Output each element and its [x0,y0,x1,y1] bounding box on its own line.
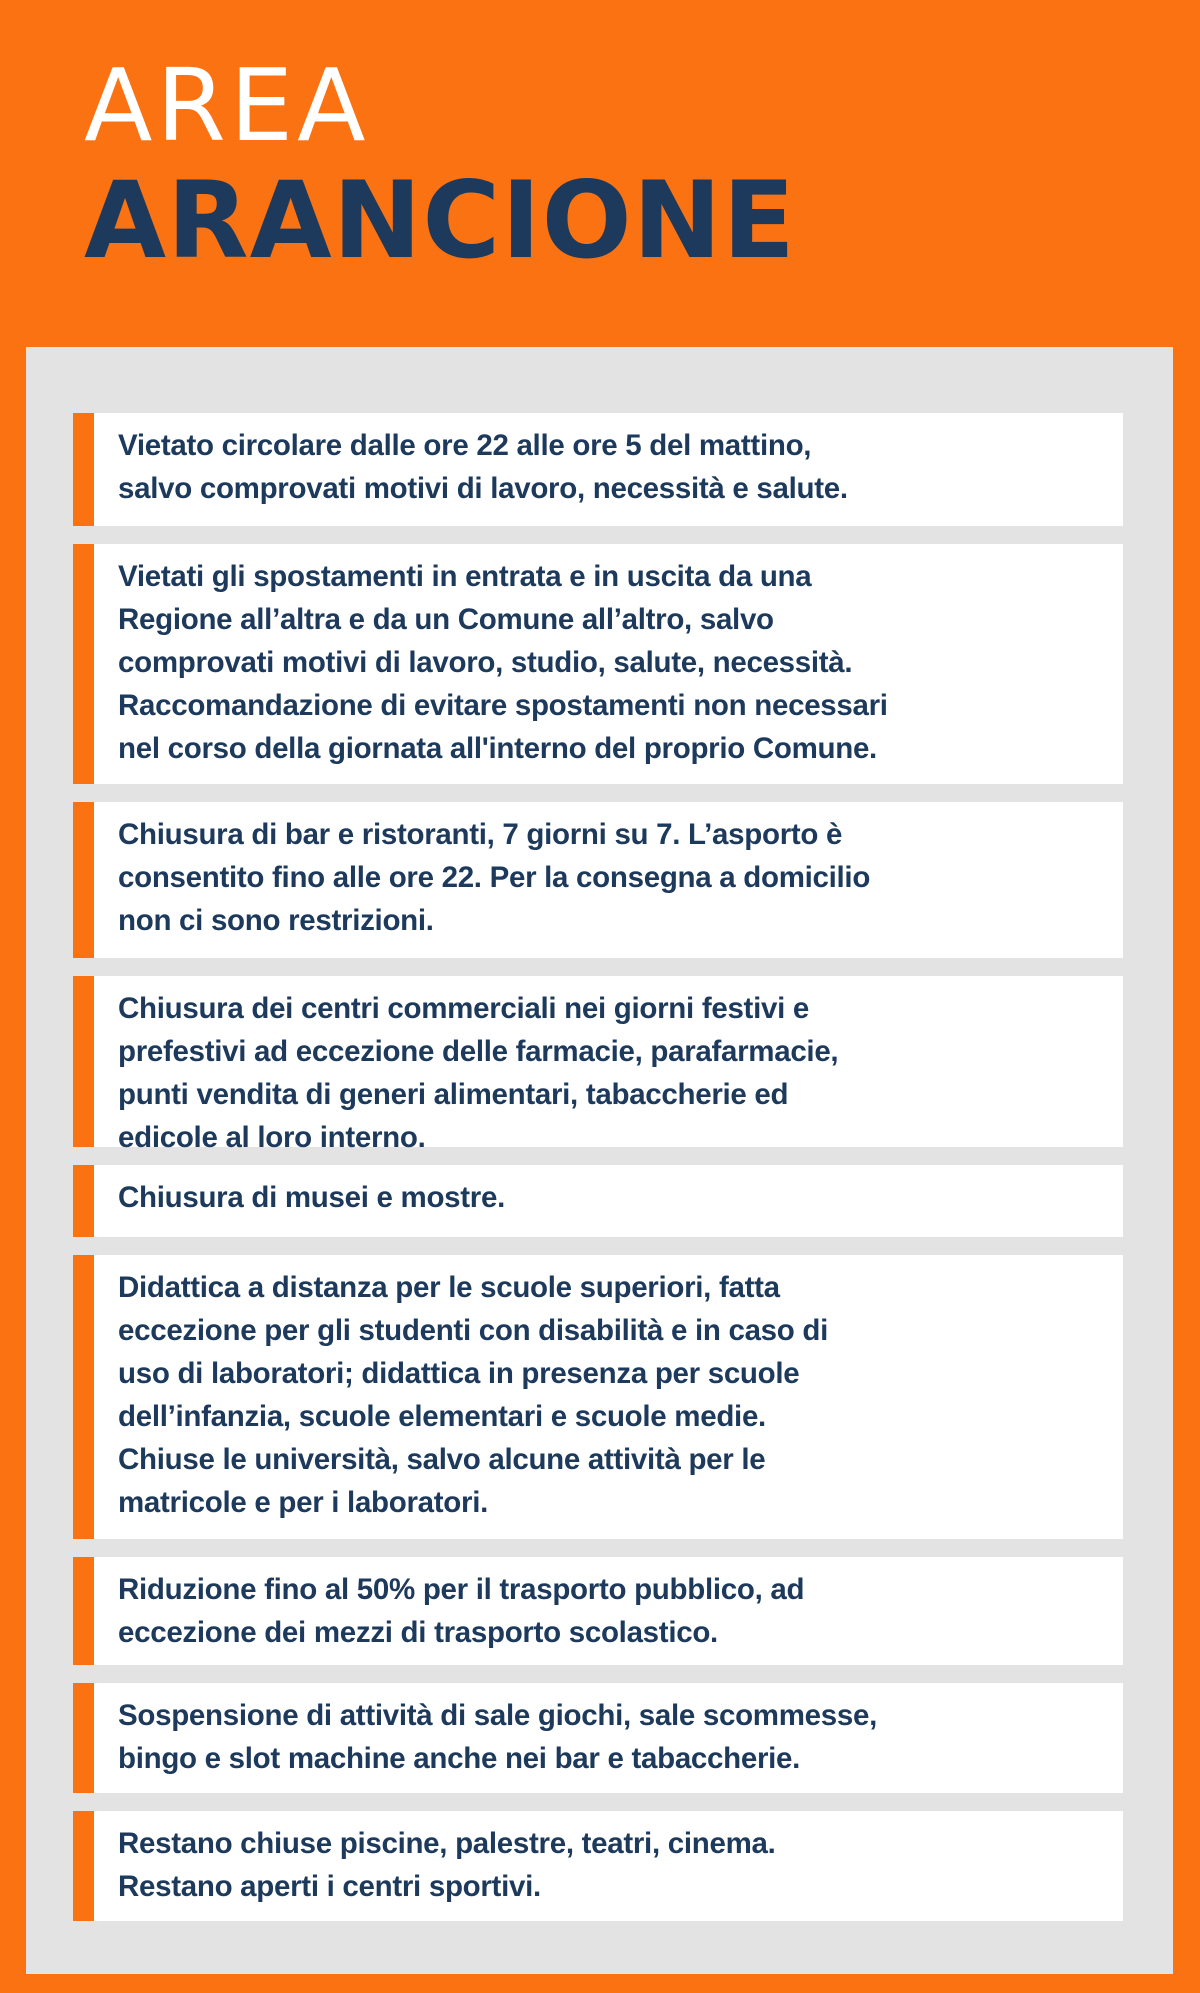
rule-card-bars-restaurants: Chiusura di bar e ristoranti, 7 giorni su 7. L’asporto è consentito fino alle ore 22. Per la consegna a domicilio non ci sono restrizioni. [73,802,1123,958]
rule-card-shopping-centers: Chiusura dei centri commerciali nei giorni festivi e prefestivi ad eccezione delle farmacie, parafarmacie, punti vendita di generi alimentari, tabaccherie ed edicole al loro interno. [73,976,1123,1147]
rules-list [73,413,1123,1939]
rule-card-sports: Restano chiuse piscine, palestre, teatri, cinema. Restano aperti i centri sportivi. [73,1811,1123,1921]
rule-card-schools: Didattica a distanza per le scuole superiori, fatta eccezione per gli studenti con disabilità e in caso di uso di laboratori; didattica in presenza per scuole dell’infanzia, scuole elementari e scuole medie. Chiuse le università, salvo alcune attività per le matricole e per i laboratori. [73,1255,1123,1539]
rule-card-curfew: Vietato circolare dalle ore 22 alle ore 5 del mattino, salvo comprovati motivi di lavoro, necessità e salute. [73,413,1123,526]
title-arancione: ARANCIONE [84,159,796,282]
title-block [84,47,1084,282]
rule-card-public-transport: Riduzione fino al 50% per il trasporto pubblico, ad eccezione dei mezzi di trasporto scolastico. [73,1557,1123,1665]
title-area: AREA [84,47,370,164]
rule-card-travel: Vietati gli spostamenti in entrata e in uscita da una Regione all’altra e da un Comune all’altro, salvo comprovati motivi di lavoro, studio, salute, necessità. Raccomandazione di evitare spostamenti non necessari nel corso della giornata all'interno del proprio Comune. [73,544,1123,784]
rule-card-gaming: Sospensione di attività di sale giochi, sale scommesse, bingo e slot machine anche nei bar e tabaccherie. [73,1683,1123,1793]
rule-card-museums: Chiusura di musei e mostre. [73,1165,1123,1237]
